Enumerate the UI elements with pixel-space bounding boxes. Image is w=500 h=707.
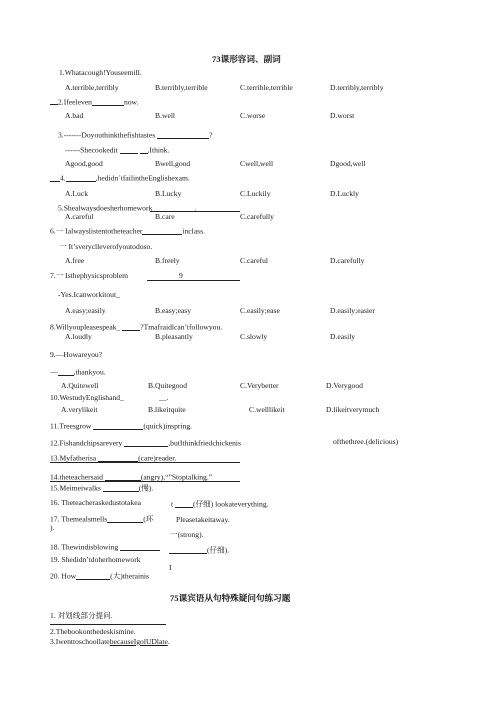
question-7-response: -Yes.Icanworkitout_ bbox=[58, 290, 120, 299]
q1-option-b: B.terribly,terrible bbox=[155, 83, 208, 92]
question-12-text: 12.Fishandchipsarevery bbox=[50, 438, 123, 448]
q1-option-a: A.terrible,terribly bbox=[65, 83, 119, 92]
exercise-2: 2.Thebookonthedeskismine. bbox=[50, 627, 136, 636]
question-4-tail: ,hedidn´tfailintheEnglishexam. bbox=[95, 173, 190, 183]
answer-blank bbox=[120, 145, 138, 154]
question-12-tail: ,butIthinkfriedchickenis bbox=[168, 438, 242, 448]
q2-option-c: C.worse bbox=[240, 111, 266, 120]
answer-blank bbox=[92, 97, 124, 106]
q6-option-b: B.freely bbox=[155, 256, 180, 265]
section-title-75: 75课宾语从句特殊疑问句练习题 bbox=[170, 593, 291, 603]
answer-blank bbox=[98, 453, 138, 462]
q5-option-b: B.care bbox=[155, 212, 175, 221]
q6-option-d: D.carefully bbox=[330, 256, 365, 265]
question-3-text: 3.-------Doyouthinkthefishtastes bbox=[58, 130, 156, 140]
question-12-tail-2: ofthethree.(delicious) bbox=[333, 437, 399, 446]
q2-option-a: A.bad bbox=[65, 111, 84, 120]
question-17-right: Pleasetakeitaway. bbox=[176, 515, 230, 524]
q10-option-c: C.welllikeit bbox=[249, 405, 285, 414]
question-9-response-tail: ,thankyou. bbox=[73, 367, 106, 377]
exercise-3 bbox=[50, 638, 170, 646]
q10-option-a: A.verylikeit bbox=[61, 405, 98, 414]
question-12 bbox=[50, 438, 241, 447]
answer-blank bbox=[93, 421, 143, 430]
question-9-response bbox=[50, 367, 106, 376]
question-4 bbox=[50, 173, 190, 182]
exercise-3-tail: . bbox=[167, 637, 170, 646]
q7-option-d: D.easily;easier bbox=[330, 306, 375, 315]
exercise-3-underlined: becauseIgolUDlate bbox=[109, 637, 168, 646]
question-2 bbox=[58, 97, 138, 106]
question-9: 9.—Howareyou? bbox=[50, 350, 103, 359]
question-3-response-text: ------Shecookedit bbox=[65, 145, 118, 155]
question-20-text: 20. How bbox=[50, 571, 77, 581]
answer-blank bbox=[124, 438, 168, 447]
question-2-text: 2.Ifeeleven bbox=[58, 97, 92, 107]
q6-option-c: C.careful bbox=[240, 256, 269, 265]
question-11 bbox=[50, 421, 192, 430]
question-14-text: 14.theteachersaid bbox=[50, 472, 103, 482]
question-6 bbox=[50, 226, 205, 235]
answer-blank bbox=[122, 322, 140, 331]
question-10-tail: __. bbox=[159, 393, 169, 402]
question-18-right bbox=[169, 545, 229, 554]
question-10: 10.WestudyEnglishand_ bbox=[50, 393, 124, 402]
question-13 bbox=[50, 453, 176, 462]
q9-option-a: A.Quitewell bbox=[61, 381, 99, 390]
question-8-text: 8.Willyoupleasespeak_ bbox=[50, 322, 121, 332]
question-16-right-tail: (仔细) lookateverything. bbox=[193, 499, 269, 509]
answer-blank bbox=[140, 145, 148, 154]
q10-option-d: D.likeitverymuch bbox=[326, 405, 380, 414]
q3-option-d: Dgood,well bbox=[330, 159, 366, 168]
answer-blank bbox=[120, 542, 160, 551]
q8-option-a: A.loudly bbox=[65, 332, 92, 341]
q4-option-d: D.Luckly bbox=[330, 189, 359, 198]
question-17-strong: 一(strong). bbox=[170, 530, 204, 539]
question-6-tail: inclass. bbox=[182, 226, 205, 236]
question-18 bbox=[50, 542, 160, 551]
question-3-response bbox=[65, 145, 169, 154]
q5-option-c: C.carefully bbox=[240, 212, 274, 221]
q4-option-a: A.Luck bbox=[65, 189, 88, 198]
question-17 bbox=[50, 514, 153, 523]
question-6-text: 6.一 Ialwayslistentotheteacher bbox=[50, 226, 143, 236]
answer-blank bbox=[157, 130, 209, 139]
question-2-tail: now. bbox=[123, 97, 139, 107]
question-20 bbox=[50, 571, 149, 580]
q8-option-c: C.slowly bbox=[240, 332, 268, 341]
q3-option-a: Agood,good bbox=[65, 159, 103, 168]
answer-blank bbox=[147, 280, 240, 281]
answer-blank bbox=[50, 173, 60, 182]
question-15-text: 15.Meimeiwalks bbox=[50, 483, 101, 493]
answer-blank bbox=[107, 514, 143, 523]
question-17-mark-close: ). bbox=[50, 523, 55, 532]
q7-option-a: A.easy;easily bbox=[65, 306, 106, 315]
answer-blank bbox=[76, 571, 110, 580]
question-14-tail: (angry),“”Stoptalking.” bbox=[140, 472, 213, 482]
answer-blank bbox=[175, 499, 193, 508]
answer-blank bbox=[103, 483, 139, 492]
q3-option-b: Bwell,good bbox=[155, 159, 191, 168]
question-7: 7.一 Isthephysicsproblem bbox=[50, 271, 129, 280]
question-18-right-tail: (仔细). bbox=[207, 545, 230, 555]
divider-line bbox=[50, 462, 240, 463]
divider-line bbox=[50, 481, 240, 482]
question-5-tail: . bbox=[194, 203, 197, 213]
q8-option-b: B.pleasantly bbox=[155, 332, 193, 341]
q7-option-c: C.easily;ease bbox=[240, 306, 280, 315]
q2-option-b: B.well bbox=[155, 111, 176, 120]
question-15 bbox=[50, 483, 153, 492]
answer-blank bbox=[142, 226, 182, 235]
q9-option-d: D.Verygood bbox=[326, 381, 363, 390]
q4-option-c: C.Luckily bbox=[240, 189, 271, 198]
question-14 bbox=[50, 472, 212, 481]
question-13-tail: (care)reader. bbox=[138, 453, 177, 463]
q9-option-c: C.Verybetter bbox=[240, 381, 279, 390]
q3-option-c: Cwell,well bbox=[240, 159, 274, 168]
question-7-mark: 9 bbox=[179, 271, 183, 280]
question-4-number: 4. bbox=[60, 173, 66, 183]
answer-blank bbox=[105, 472, 141, 481]
q8-option-d: D.easily bbox=[330, 332, 356, 341]
exercise-3-text: 3.Iwenttoschoollate bbox=[50, 637, 110, 646]
question-19: 19. Shedidn’tdoherhomework bbox=[50, 555, 141, 564]
question-18-text: 18. Thewindisblowing bbox=[50, 542, 119, 552]
q5-option-a: A.careful bbox=[65, 212, 94, 221]
question-8 bbox=[50, 322, 222, 331]
section-title-73: 73课形容词、副词 bbox=[212, 54, 281, 64]
question-6-response: 一 It’sveryclleverofyoutodoso. bbox=[59, 242, 153, 251]
q7-option-b: B.easy;easy bbox=[155, 306, 192, 315]
q1-option-d: D.terribly,terribly bbox=[330, 83, 384, 92]
q10-option-b: B.likeitquite bbox=[148, 405, 186, 414]
q9-option-b: B.Quitegood bbox=[148, 381, 188, 390]
question-20-tail: (大)therainis bbox=[110, 571, 149, 581]
question-8-tail: ?Tmafraidlcan’tfollowyou. bbox=[140, 322, 223, 332]
question-17-text: 17. Themealsmells bbox=[50, 514, 108, 524]
question-1: 1.Whatacough!Youseemill. bbox=[59, 68, 142, 77]
question-20-right-mark: I bbox=[169, 563, 172, 572]
question-16: 16. Theteacheraskedustotakea bbox=[50, 498, 141, 507]
question-17-mark: (环 bbox=[143, 514, 154, 524]
question-3-response-tail: ,Ithink. bbox=[147, 145, 170, 155]
question-16-mark: t bbox=[171, 499, 174, 509]
question-3 bbox=[58, 130, 213, 139]
answer-blank bbox=[58, 367, 74, 376]
question-5-text: 5.Shealwaysdoesherhomework bbox=[58, 203, 153, 213]
question-13-text: 13.Myfatherisa bbox=[50, 453, 97, 463]
question-3-tail: ? bbox=[209, 130, 213, 140]
q6-option-a: A.free bbox=[65, 256, 85, 265]
q2-option-d: D.worst bbox=[330, 111, 355, 120]
q4-option-b: B.Lucky bbox=[155, 189, 182, 198]
question-11-text: 11.Treesgrow bbox=[50, 421, 92, 431]
question-16-right bbox=[171, 499, 269, 508]
question-11-tail: (quick)inspring. bbox=[143, 421, 193, 431]
question-9-dash: — bbox=[50, 367, 58, 377]
answer-blank bbox=[50, 104, 58, 105]
question-15-tail: (慢). bbox=[138, 483, 154, 493]
answer-line bbox=[50, 624, 166, 625]
answer-blank bbox=[169, 545, 207, 554]
q1-option-c: C.terrible,terrible bbox=[240, 83, 293, 92]
answer-blank bbox=[66, 173, 96, 182]
instruction: 1. 对划线部分提问. bbox=[50, 611, 113, 620]
